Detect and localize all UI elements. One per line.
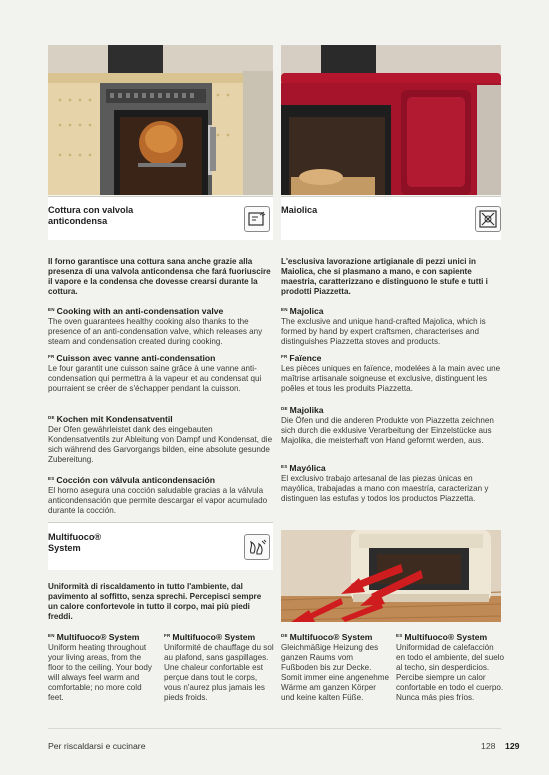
section-heading: $^{ES}$ Mayólica — [281, 463, 326, 473]
flag-label: FR — [281, 354, 288, 359]
cottura-intro: Il forno garantisce una cottura sana anche grazie alla presenza di una valvola anticondensa che fará fuoriuscire il vapore e la condensa che dovesse crearsi durante la cottura. — [48, 257, 271, 296]
flag-label: EN — [48, 307, 55, 312]
section-heading: $^{FR}$ Faïence — [281, 353, 322, 363]
multifuoco-fr — [164, 631, 274, 703]
oven-stove-photo — [48, 45, 273, 195]
flag-label: ES — [396, 633, 403, 638]
section-text: Uniformité de chauffage du sol au plafond, sans gaspillages. Une chaleur confortable est perçue dans tout le corps, vous n'aurez plus jamais les pieds froids. — [164, 642, 274, 702]
maiolica-de — [281, 404, 501, 446]
multifuoco-es — [396, 631, 504, 703]
oven-valve-icon — [244, 206, 270, 232]
footer-rule — [48, 728, 501, 729]
section-text: Le four garantit une cuisson saine grâce à une vanne anti-condensation qui permettra à la vapeur et au condensat qui pourraient se créer de s'échapper pendant la cuisson. — [48, 363, 262, 393]
section-heading: $^{ES}$ Cocción con válvula anticondensación — [48, 475, 215, 485]
maiolica-es — [281, 462, 501, 504]
heat-flow-icon — [244, 534, 270, 560]
page-number-left: 128 — [481, 741, 496, 751]
section-heading: $^{ES}$ Multifuoco® System — [396, 632, 488, 642]
section-heading: $^{DE}$ Kochen mit Kondensatventil — [48, 414, 173, 424]
section-heading: $^{EN}$ Multifuoco® System — [48, 632, 140, 642]
section-text: El exclusivo trabajo artesanal de las piezas únicas en mayólica, trabajadas a mano con maestría, caracterizan y distinguen las estufas y todos los productos Piazzetta. — [281, 473, 489, 503]
maiolica-title: Maiolica — [281, 205, 318, 215]
cottura-en — [48, 305, 273, 347]
multifuoco-title: Multifuoco® System — [48, 532, 102, 553]
maiolica-intro: L'esclusiva lavorazione artigianale di pezzi unici in Maiolica, che si plasmano a mano, e con sapiente maestria, caratterizzano e distinguono le stufe e tutti i prodotti Piazzetta. — [281, 257, 488, 296]
section-heading: $^{DE}$ Multifuoco® System — [281, 632, 373, 642]
section-text: Die Öfen und die anderen Produkte von Piazzetta zeichnen sich durch die exklusive Verarbeitung der Einzelstücke aus Majolika, die meisterhaft von Hand geformt werden, aus. — [281, 415, 494, 445]
section-heading: $^{EN}$ Majolica — [281, 306, 324, 316]
cottura-fr — [48, 352, 273, 394]
tile-pattern-icon — [475, 206, 501, 232]
page-number-right: 129 — [505, 741, 520, 751]
maiolica-fr — [281, 352, 501, 394]
section-text: El horno asegura una cocción saludable gracias a la válvula anticondensación que permite descargar el vapor acumulado durante la cocción. — [48, 485, 268, 515]
section-text: Les pièces uniques en faïence, modelées à la main avec une maîtrise artisanale soigneuse et exclusive, distinguent les poêles et tous les produits Piazzetta. — [281, 363, 501, 393]
majolica-stove-photo — [281, 45, 501, 195]
section-heading: $^{FR}$ Cuisson avec vanne anti-condensation — [48, 353, 216, 363]
flag-label: FR — [48, 354, 55, 359]
multifuoco-de — [281, 631, 389, 703]
multifuoco-intro: Uniformità di riscaldamento in tutto l'ambiente, dal pavimento al soffitto, senza sprechi. Percepisci sempre un calore confortevole in tutto il corpo, mai più piedi freddi. — [48, 582, 262, 621]
section-text: The exclusive and unique hand-crafted Majolica, which is formed by hand by expert craftsmen, characterises and distinguishes Piazzetta stoves and products. — [281, 316, 486, 346]
maiolica-header — [281, 196, 501, 240]
flag-label: ES — [48, 476, 55, 481]
flag-label: DE — [281, 633, 288, 638]
flag-label: DE — [281, 406, 288, 411]
cottura-es — [48, 474, 273, 516]
flag-label: DE — [48, 415, 55, 420]
section-text: Der Ofen gewährleistet dank des eingebauten Kondensatventils zur Ableitung von Dampf und Kondensat, die sich während des Garvorgangs bilden, eine absolute gesunde Zubereitung. — [48, 424, 273, 464]
multifuoco-header — [48, 522, 273, 570]
section-heading: $^{DE}$ Majolika — [281, 405, 324, 415]
section-heading: $^{FR}$ Multifuoco® System — [164, 632, 256, 642]
cottura-title: Cottura con valvola anticondensa — [48, 205, 134, 226]
maiolica-en — [281, 305, 501, 347]
section-heading: $^{EN}$ Cooking with an anti-condensation valve — [48, 306, 224, 316]
flag-label: EN — [48, 633, 55, 638]
flag-label: EN — [281, 307, 288, 312]
section-text: Uniform heating throughout your living areas, from the floor to the ceiling. Your body will always feel warm and comfortable; no more cold feet. — [48, 642, 152, 702]
section-text: Uniformidad de calefacción en todo el ambiente, del suelo al techo, sin desperdicios. Percibe siempre un calor confortable en todo el cuerpo. Nunca más pies fríos. — [396, 642, 504, 702]
multifuoco-en — [48, 631, 158, 703]
section-text: Gleichmäßige Heizung des ganzen Raums vom Fußboden bis zur Decke. Somit immer eine angenehme Wärme am ganzen Körper und keine kalten Füße. — [281, 642, 389, 702]
flag-label: FR — [164, 633, 171, 638]
flag-label: ES — [281, 464, 288, 469]
footer-section-title: Per riscaldarsi e cucinare — [48, 741, 146, 751]
multifuoco-photo — [281, 530, 501, 622]
section-text: The oven guarantees healthy cooking also thanks to the presence of an anti-condensation valve, which releases any steam and condensation created during cooking. — [48, 316, 263, 346]
cottura-de — [48, 413, 273, 465]
cottura-header — [48, 196, 273, 240]
